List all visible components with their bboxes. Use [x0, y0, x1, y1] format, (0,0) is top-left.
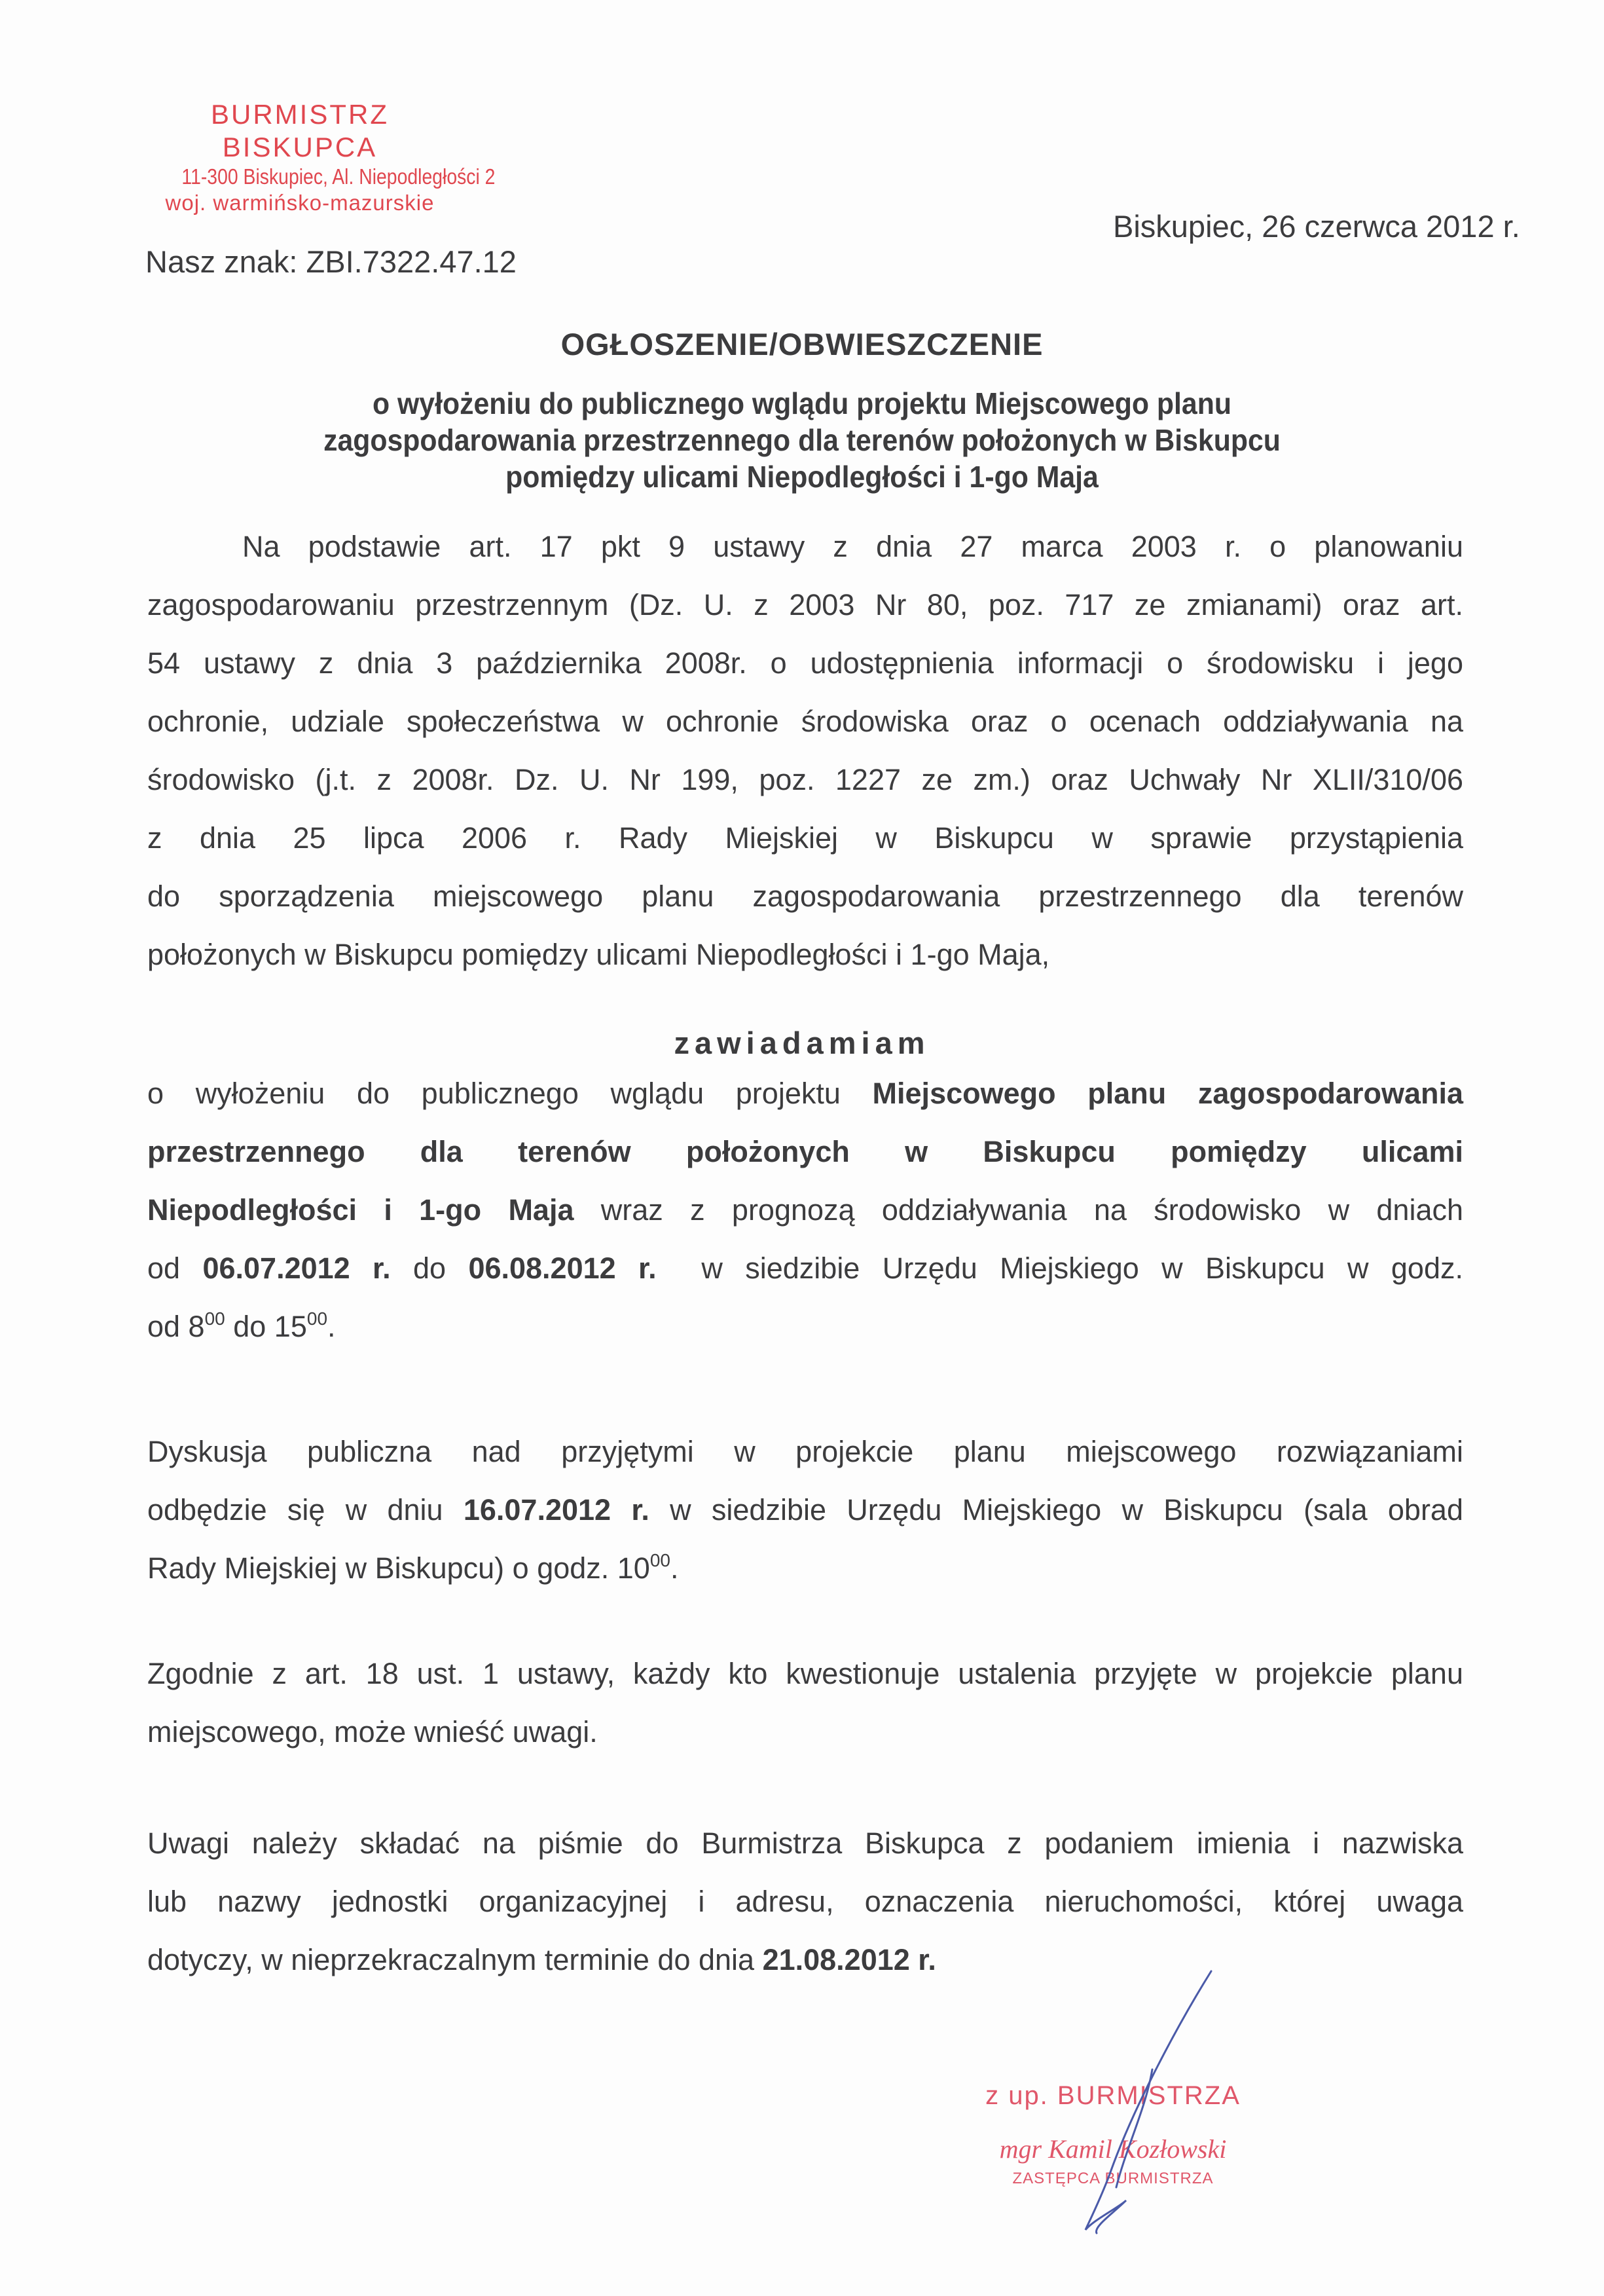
paragraph-line [147, 1239, 1463, 1297]
paragraph-line: zagospodarowaniu przestrzennym (Dz. U. z 2003 Nr 80, poz. 717 ze zmianami) oraz art. [147, 588, 1463, 621]
stamp-authorization: z up. BURMISTRZA [985, 2081, 1241, 2110]
paragraph-line: ochronie, udziale społeczeństwa w ochronie środowiska oraz o ocenach oddziaływania na [147, 705, 1463, 738]
paragraph-line [147, 1481, 1463, 1539]
subtitle-line: pomiędzy ulicami Niepodległości i 1-go Maja [505, 460, 1099, 494]
discussion-date: 16.07.2012 r. [463, 1493, 649, 1527]
document-date: Biskupiec, 26 czerwca 2012 r. [1113, 209, 1520, 244]
plan-name: Niepodległości i 1-go Maja [147, 1193, 574, 1227]
handwritten-signature [1048, 1938, 1283, 2240]
text-run: do [390, 1251, 469, 1285]
paragraph-line: środowisko (j.t. z 2008r. Dz. U. Nr 199, poz. 1227 ze zm.) oraz Uchwały Nr XLII/310/06 [147, 763, 1463, 796]
signatory-title: ZASTĘPCA BURMISTRZA [1012, 2170, 1214, 2187]
text-run: wraz z prognozą oddziaływania na środowisko w dniach [574, 1193, 1463, 1227]
text-run: Rady Miejskiej w Biskupcu) o godz. 10 [147, 1551, 650, 1585]
paragraph-line: z dnia 25 lipca 2006 r. Rady Miejskiej w Biskupcu w sprawie przystąpienia [147, 821, 1463, 855]
end-date: 06.08.2012 r. [468, 1251, 657, 1285]
paragraph-line: Na podstawie art. 17 pkt 9 ustawy z dnia 27 marca 2003 r. o planowaniu [242, 530, 1463, 563]
text-run: w siedzibie Urzędu Miejskiego w Biskupcu w godz. [656, 1251, 1463, 1285]
document-title: OGŁOSZENIE/OBWIESZCZENIE [560, 327, 1044, 361]
stamp-address: 11-300 Biskupiec, Al. Niepodległości 2 [181, 164, 496, 189]
paragraph-line: Zgodnie z art. 18 ust. 1 ustawy, każdy kto kwestionuje ustalenia przyjęte w projekcie planu [147, 1657, 1463, 1690]
notice-paragraph [147, 1064, 1463, 1356]
superscript: 00 [649, 1550, 670, 1570]
discussion-paragraph [147, 1422, 1463, 1597]
document-subtitle [0, 385, 1604, 495]
text-run: odbędzie się w dniu [147, 1493, 464, 1527]
legal-basis-paragraph [147, 517, 1463, 984]
paragraph-line: do sporządzenia miejscowego planu zagospodarowania przestrzennego dla terenów [147, 880, 1463, 913]
subtitle-line: o wyłożeniu do publicznego wglądu projektu Miejscowego planu [373, 386, 1231, 420]
superscript: 00 [204, 1308, 225, 1329]
text-run: . [327, 1310, 336, 1343]
paragraph-line [147, 1064, 1463, 1122]
stamp-region: woj. warmińsko-mazurskie [165, 191, 435, 215]
paragraph-line: przestrzennego dla terenów położonych w Biskupcu pomiędzy ulicami [147, 1135, 1463, 1168]
deadline-date: 21.08.2012 r. [762, 1943, 936, 1976]
subtitle-line: zagospodarowania przestrzennego dla terenów położonych w Biskupcu [323, 423, 1281, 457]
header-stamp [162, 98, 496, 216]
notify-heading: zawiadamiam [674, 1026, 930, 1060]
paragraph-line [147, 1181, 1463, 1239]
paragraph-line: miejscowego, może wnieść uwagi. [147, 1715, 598, 1749]
text-run: od [147, 1251, 203, 1285]
text-run: do 15 [225, 1310, 307, 1343]
reference-number: Nasz znak: ZBI.7322.47.12 [145, 244, 517, 279]
text-run: od 8 [147, 1310, 205, 1343]
text-run: o wyłożeniu do publicznego wglądu projektu [147, 1077, 873, 1110]
paragraph-line: lub nazwy jednostki organizacyjnej i adresu, oznaczenia nieruchomości, której uwaga [147, 1885, 1463, 1918]
plan-name: Miejscowego planu zagospodarowania [872, 1077, 1463, 1110]
signatory-name: mgr Kamil Kozłowski [999, 2134, 1227, 2164]
superscript: 00 [306, 1308, 328, 1329]
comments-right-paragraph [147, 1644, 1463, 1761]
stamp-office-name: BURMISTRZ BISKUPCA [211, 99, 389, 162]
text-run: w siedzibie Urzędu Miejskiego w Biskupcu (sala obrad [649, 1493, 1463, 1527]
start-date: 06.07.2012 r. [202, 1251, 391, 1285]
paragraph-line: Dyskusja publiczna nad przyjętymi w projekcie planu miejscowego rozwiązaniami [147, 1435, 1463, 1468]
paragraph-line: położonych w Biskupcu pomiędzy ulicami Niepodległości i 1-go Maja, [147, 938, 1050, 971]
paragraph-line [147, 1539, 1463, 1597]
paragraph-line [147, 1297, 1463, 1356]
paragraph-line: 54 ustawy z dnia 3 października 2008r. o udostępnienia informacji o środowisku i jego [147, 646, 1463, 680]
paragraph-line: Uwagi należy składać na piśmie do Burmistrza Biskupca z podaniem imienia i nazwiska [147, 1826, 1463, 1860]
text-run: dotyczy, w nieprzekraczalnym terminie do dnia [147, 1943, 763, 1976]
text-run: . [670, 1551, 679, 1585]
